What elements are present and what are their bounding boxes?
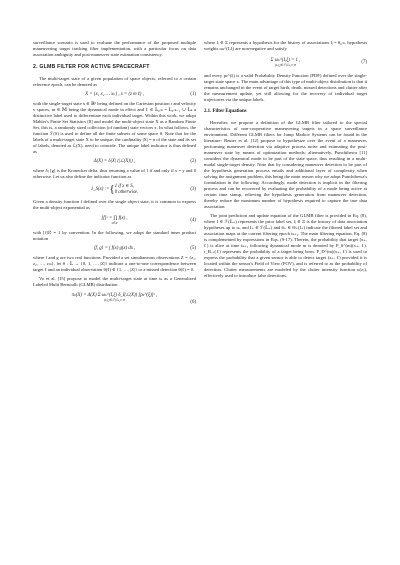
paragraph: and every pₖ^(ξ) is a valid Probability Density Function (PDF) defined over the single-target state space x. The main advantage of this type of multi-object distribution is that it remains unchanged in the event of target birth, death, missed detections and clutter after the measurement update, yet still allowing for the recovery of individual target trajectories via the unique labels. (204, 73, 367, 102)
equation-stack (271, 58, 301, 68)
equation-number: (5) (190, 245, 196, 251)
equation-number: (3) (190, 186, 196, 192)
equation-7 (204, 55, 367, 70)
equation-number: (1) (190, 91, 196, 97)
equation-1 (33, 91, 196, 98)
brace-icon: { (109, 183, 115, 195)
equation-body: πₖ(X) = Δ(X) Σ ωₖ^(I,ξ) δ_I(ℒ(X)) [pₖ^(ξ)]ˣ , (71, 293, 158, 298)
intro-paragraph: surveillance scenario is used to evaluate the performance of the proposed multiple maneuvering target tracking filter implementation, with a particular focus on data association ambiguity and post-maneuver state estimation consistency. (33, 40, 196, 57)
paragraph: with the single-target state x ∈ ℝᵈ being defined on the Cartesian position r and velocity v spaces, m ∈ 𝕄 being the dynamical mode in effect and ℓ ∈ 𝕃₀:ₖ = 𝕃₀:ₖ₋₁ ∪ 𝕃ₖ a distinctive label used to differentiate each individual target. Within this work, we adopt Mahler's Finite Set Statistics [8] and model the multi-object state X as a Random Finite Set, this is, a randomly sized collection (of random) state vectors x. In what follows, the function ℱ(S) is used to define all the finite subsets of some space S. Note that for the labels of a multi-target state X to be unique, the cardinality |X| = n of the state and its set of labels, denoted as ℒ(X), need to coincide. The unique label indicator is thus defined as (33, 101, 196, 154)
case-two: 0 otherwise. (114, 189, 139, 195)
paragraph: Given a density function f defined over the single object state, it is common to express the multi-object exponential as (33, 199, 196, 210)
equation-body: Σ ωₖ^(I,ξ) = 1 , (270, 57, 301, 63)
equation-number: (6) (190, 299, 196, 305)
equation-2 (33, 158, 196, 165)
paragraph: The multi-target state of a given population of space objects, referred to a certain reference epoch, can be denoted as (33, 76, 196, 87)
equation-number: (2) (190, 158, 196, 164)
paragraph: where f and g are two real functions. Provided a set simultaneous observations Z = {z₁, z₂, …, zₘ}, let θ : 𝕃 → {0, 1, …, |Z|} indicate a one-to-one correspondence between target ℓ and an individual observation θ(ℓ) ∈ {1, …, |Z|} or a missed detection θ(ℓ) = 0. (33, 255, 196, 272)
paragraph: where δⱼ [g] is the Kronecker delta, thus returning a value of 1 if and only if x = y and 0 otherwise. Let us also define the indicator function as (33, 168, 196, 179)
equation-subscript: x∈X (111, 220, 118, 225)
paragraph: Vo et al. [15] propose to model the multi-target state at time tₖ as a Generalized Labeled Multi Bernoulli (GLMB) distribution (33, 275, 196, 287)
paragraph: with [f]∅ = 1 by convention. In the following, we adopt the standard inner product notation (33, 230, 196, 241)
paragraph: where ξ ∈ Ξ represents a hypothesis for the history of associations ξ = θ₀:ₖ, hypothesis weights ωₖ^(I,ξ) are non-negative and satisfy (204, 40, 367, 51)
equation-subscript: (I,ξ)∈ℱ(𝕃ₖ)×Ξ (274, 62, 297, 67)
equation-number: (4) (190, 217, 196, 223)
paragraph: Hereafter, we propose a definition of the GLMB filter tailored to the special characteristics of non-cooperative maneuvering targets in a space surveillance environment. Different GLMB filters for Jump Markov Systems can be found in the literature: Reuter et al. [12] propose to hypothesize over the event of a maneuver, performing maneuver detection via adaptive process noise and estimating the post-maneuver state by means of optimization methods; alternatively, Punchihewa [11] considers the dynamical mode to be part of the state space, thus resulting in a multi-modal single-target density. Note that by considering maneuver detection to be part of the hypothesis generation process entails and additional layer of complexity when solving the assignment problem, this being the main reason why we adopt Punchihewa's formulation in the following. Accordingly, mode detection is implicit in the filtering process and can be recovered by evaluating the probability of a mode being active at certain time stamp, relieving the hypothesis generation from maneuver detection, thereby reduce the maximum number of hypothesis required to capture the true data association. (204, 120, 367, 209)
equation-subscript: (I,ξ)∈ℱ(𝕃ₖ)×Ξ (103, 298, 126, 302)
subsection-title: 2.1. Filter Equations (204, 109, 247, 114)
right-column (204, 40, 367, 281)
equation-stack (101, 216, 127, 226)
equation-cases (115, 184, 138, 196)
equation-4 (33, 214, 196, 227)
paragraph: The joint prediction and update equation of the GLMB filter is provided in Eq. (8), where I ∈ ℱ(𝕃₊) represents the prior label set, ξ ∈ Ξ is the history of data association hypotheses up to tₖ, and I₊ ∈ ℱ(𝕃₊) and θ₊ ∈ Θ₊(I₊) indicate the filtered label set and association maps at the current filtering epoch tₖ₊₁. The main filtering equation, Eq. (8) is complemented by expressions in Eqs. (9-17). Therein, the probability that target (x₊, ℓ) is alive at time tₖ₊₁ following dynamical mode m is denoted by P_S^(m)(x₊, ℓ). r_B,₊(ℓ) represents the probability of a target being born. P_D^(m)(x₊, ℓ) is used to express the probability that a given sensor is able to detect target (x₊, ℓ) provided it is located within the sensor's Field of View (FOV), and is referred to as the probability of detection. Clutter measurements are modeled by the clutter intensity function κ(zⱼ), effectively used to introduce false detections. (204, 212, 367, 278)
equation-body: X = {x₁ x₂ … xₙ} , x = (z m ℓ) , (85, 91, 144, 97)
case-one: 1 if x ∈ S, (114, 183, 134, 189)
equation-body: ⟨f, g⟩ = ∫ f(x) g(x) dx , (93, 245, 136, 251)
equation-body: [f]ˣ = ∏ f(x) , (101, 215, 128, 221)
equation-number: (7) (361, 59, 367, 65)
equation-lhs: 1_S(x) := (90, 186, 110, 192)
section-title: 2. GLMB FILTER FOR ACTIVE SPACECRAFT (33, 64, 150, 70)
equation-3 (33, 183, 196, 196)
equation-6 (33, 291, 196, 306)
equation-body: Δ(X) = δ|X| (|ℒ(X)|) , (93, 158, 136, 164)
equation-stack (72, 293, 158, 303)
left-column (33, 40, 196, 309)
equation-5 (33, 245, 196, 252)
